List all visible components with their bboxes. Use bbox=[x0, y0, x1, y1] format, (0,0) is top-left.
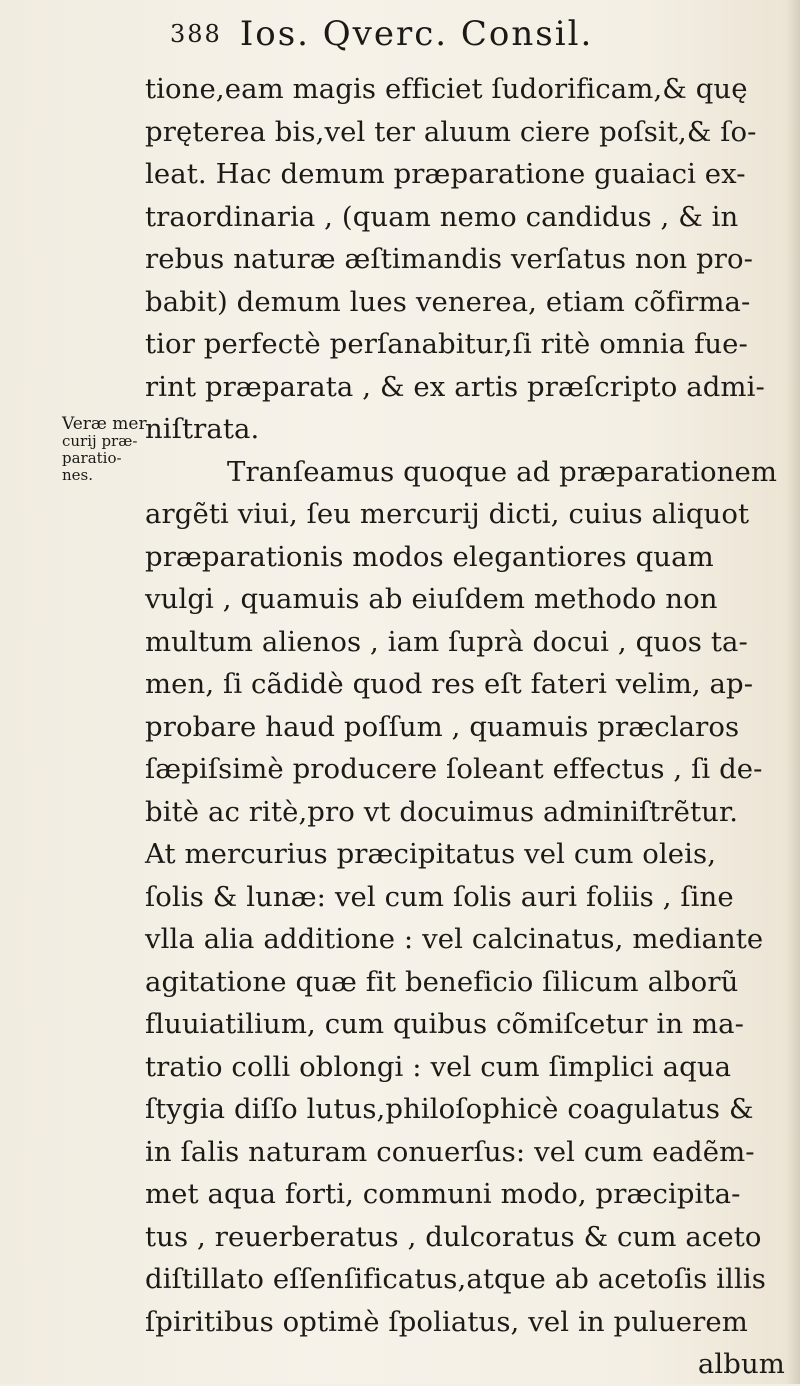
text-line: tratio colli oblongi : vel cum ſimplici aqua bbox=[145, 1050, 732, 1083]
text-line: men, ſi cãdidè quod res eſt fateri velim, ap- bbox=[145, 668, 754, 700]
text-line: met aqua forti, communi modo, præcipita- bbox=[145, 1178, 741, 1210]
text-line: leat. Hac demum præparatione guaiaci ex- bbox=[145, 158, 746, 190]
text-line: vlla alia additione : vel calcinatus, mediante bbox=[145, 923, 764, 955]
text-line: vulgi , quamuis ab eiuſdem methodo non bbox=[145, 583, 718, 615]
text-line: babit) demum lues venerea, etiam cõfirma- bbox=[145, 285, 751, 318]
text-line: præparationis modos elegantiores quam bbox=[145, 540, 714, 573]
text-line: tus , reuerberatus , dulcoratus & cum aceto bbox=[145, 1220, 762, 1253]
text-line: tior perfectè perſanabitur,ſi ritè omnia fue- bbox=[145, 328, 748, 360]
text-line: in ſalis naturam conuerſus: vel cum eadẽm- bbox=[145, 1135, 755, 1168]
text-line: ſtygia diſſo lutus,philoſophicè coagulatus & bbox=[145, 1093, 754, 1125]
text-line: ſpiritibus optimè ſpoliatus, vel in puluerem bbox=[145, 1305, 748, 1338]
margin-note-line: paratio- bbox=[62, 449, 122, 467]
running-head-title: Ios. Qverc. Consil. bbox=[239, 14, 594, 54]
text-line: rebus naturæ æſtimandis verſatus non pro- bbox=[145, 243, 754, 275]
text-line: ſæpiſsimè producere ſoleant effectus , ſi de- bbox=[145, 753, 763, 785]
marginal-note bbox=[62, 414, 147, 484]
text-line: traordinaria , (quam nemo candidus , & in bbox=[145, 200, 739, 233]
body-text bbox=[145, 68, 795, 1386]
text-line: ſolis & lunæ: vel cum ſolis auri foliis , ſine bbox=[145, 880, 734, 913]
text-line: fluuiatilium, cum quibus cõmiſcetur in ma- bbox=[145, 1008, 745, 1040]
text-line: pręterea bis,vel ter aluum ciere poſsit,& ſo- bbox=[145, 115, 757, 148]
text-line: multum alienos , iam ſuprà docui , quos ta- bbox=[145, 625, 748, 658]
margin-note-line: nes. bbox=[62, 466, 94, 484]
text-line: At mercurius præcipitatus vel cum oleis, bbox=[145, 838, 717, 870]
paragraph-start-line: Tranſeamus quoque ad præparationem bbox=[227, 455, 778, 488]
text-line: niſtrata. bbox=[145, 413, 260, 445]
text-line: diſtillato eſſenſificatus,atque ab acetoſis illis bbox=[145, 1263, 766, 1295]
text-line: agitatione quæ fit beneficio ſilicum alborũ bbox=[145, 965, 739, 998]
margin-note-line: Veræ mer bbox=[62, 414, 147, 434]
margin-note-line: curij præ- bbox=[62, 432, 138, 450]
text-line: bitè ac ritè,pro vt docuimus adminiſtrẽtur. bbox=[145, 795, 739, 828]
text-line: argẽti viui, ſeu mercurij dicti, cuius aliquot bbox=[145, 498, 750, 530]
text-line: tione,eam magis efficiet ſudorificam,& quę bbox=[145, 73, 748, 105]
running-header bbox=[170, 14, 770, 64]
catchword: album bbox=[697, 1348, 785, 1380]
text-line: rint præparata , & ex artis præſcripto admi- bbox=[145, 370, 765, 403]
page-number: 388 bbox=[170, 20, 222, 48]
text-line: probare haud poſſum , quamuis præclaros bbox=[145, 710, 740, 743]
